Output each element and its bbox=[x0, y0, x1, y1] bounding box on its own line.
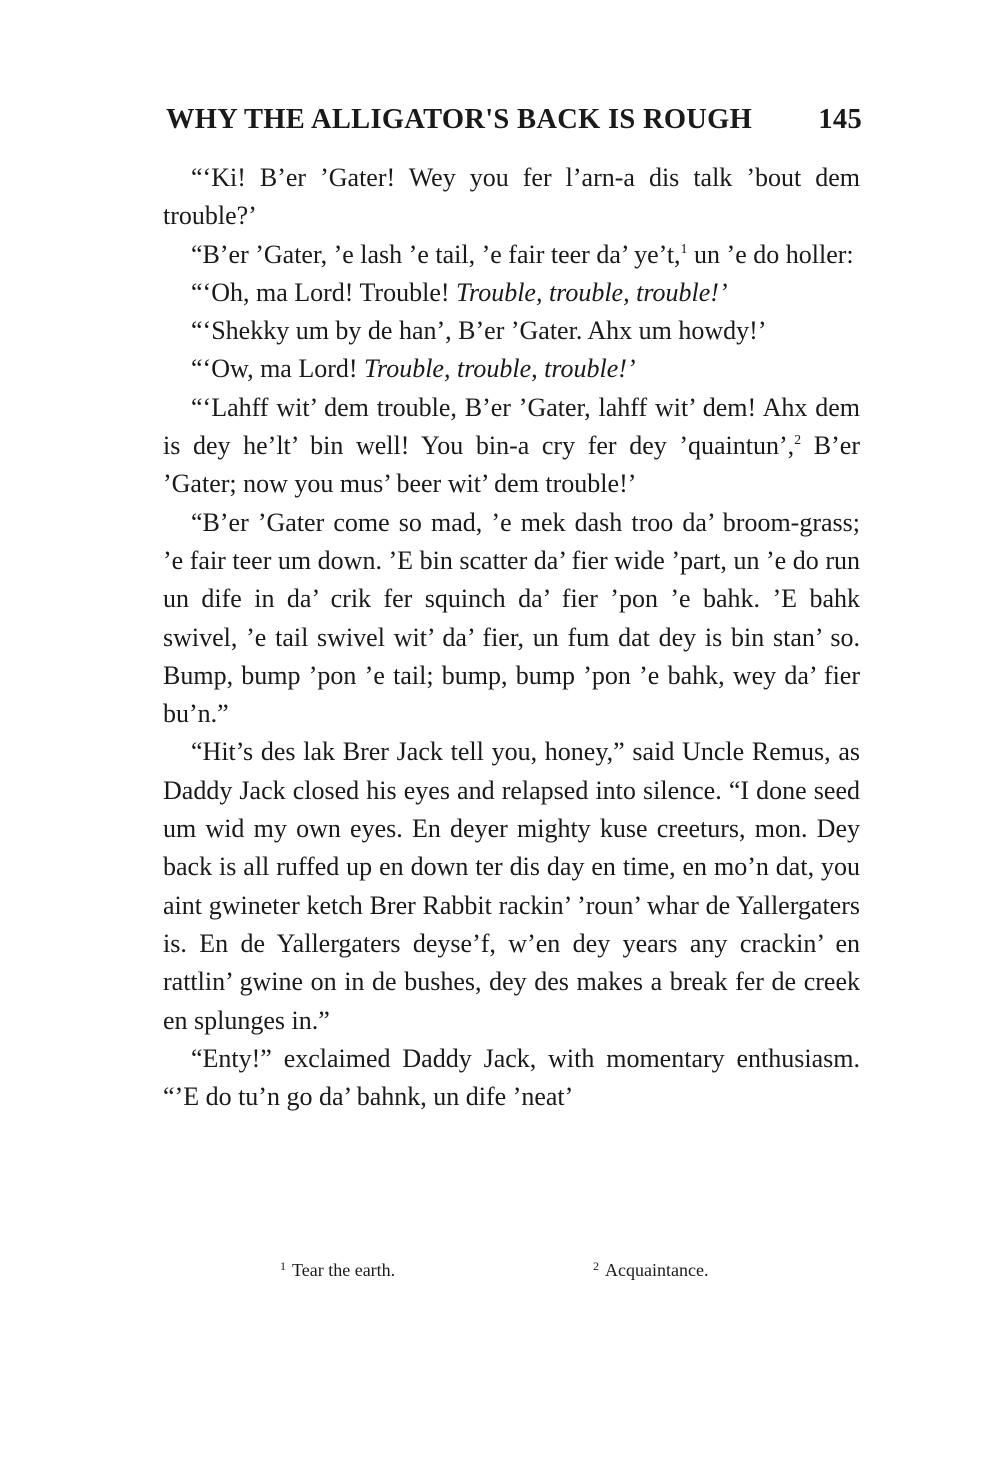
footnote bbox=[593, 1259, 708, 1281]
text-run: “‘Lahff wit’ dem trouble, B’er ’Gater, lahff wit’ dem! Ahx dem is dey he’lt’ bin well! You bin-a cry fer dey ’quaintun’, bbox=[163, 392, 860, 461]
text-run: un ’e do holler: bbox=[687, 239, 854, 269]
footnote bbox=[280, 1259, 395, 1281]
footnote-text: Acquaintance. bbox=[605, 1260, 709, 1280]
italic-text: Trouble, trouble, trouble!’ bbox=[456, 277, 728, 307]
paragraph: “B’er ’Gater come so mad, ’e mek dash troo da’ broom-grass; ’e fair teer um down. ’E bin scatter da’ fier wide ’part, un ’e do run un dife in da’ crik fer squinch da’ fier ’pon ’e bahk. ’E bahk swivel, ’e tail swivel wit’ da’ fier, un fum dat dey is bin stan’ so. Bump, bump ’pon ’e tail; bump, bump ’pon ’e bahk, wey da’ fier bu’n.” bbox=[163, 507, 860, 729]
paragraph bbox=[163, 274, 860, 312]
text-run: “‘Oh, ma Lord! Trouble! bbox=[191, 277, 457, 307]
footnote-marker: 2 bbox=[593, 1259, 599, 1273]
footnote-text: Tear the earth. bbox=[292, 1260, 396, 1280]
footnote-ref: 1 bbox=[680, 241, 688, 257]
paragraph bbox=[163, 389, 860, 504]
text-run: “B’er ’Gater, ’e lash ’e tail, ’e fair teer da’ ye’t, bbox=[191, 239, 681, 269]
paragraph: “Enty!” exclaimed Daddy Jack, with momentary enthusiasm. “’E do tu’n go da’ bahnk, un dife ’neat’ bbox=[163, 1043, 860, 1112]
chapter-title: WHY THE ALLIGATOR'S BACK IS ROUGH bbox=[166, 104, 753, 135]
text-run: “‘Ow, ma Lord! bbox=[191, 354, 365, 384]
footnote-ref: 2 bbox=[794, 433, 802, 449]
body-text bbox=[163, 159, 860, 1116]
paragraph: “‘Shekky um by de han’, B’er ’Gater. Ahx um howdy!’ bbox=[191, 316, 767, 346]
paragraph: “Hit’s des lak Brer Jack tell you, honey,” said Uncle Remus, as Daddy Jack closed his eyes and relapsed into silence. “I done seed um wid my own eyes. En deyer mighty kuse creeturs, mon. Dey back is all ruffed up en down ter dis day en time, en mo’n dat, you aint gwineter ketch Brer Rabbit rackin’ ’roun’ whar de Yallergaters is. En de Yallergaters deyse’f, w’en dey years any crackin’ en rattlin’ gwine on in de bushes, dey des makes a break fer de creek en splunges in.” bbox=[163, 737, 860, 1035]
paragraph bbox=[163, 350, 860, 388]
text-run: B’er ’Gater; now you mus’ beer wit’ dem trouble!’ bbox=[163, 431, 860, 499]
footnote-marker: 1 bbox=[280, 1259, 286, 1273]
running-header bbox=[166, 104, 862, 136]
italic-text: Trouble, trouble, trouble!’ bbox=[364, 354, 636, 384]
paragraph: “‘Ki! B’er ’Gater! Wey you fer l’arn-a dis talk ’bout dem trouble?’ bbox=[163, 163, 860, 231]
paragraph bbox=[163, 236, 860, 274]
page-number: 145 bbox=[818, 104, 862, 135]
